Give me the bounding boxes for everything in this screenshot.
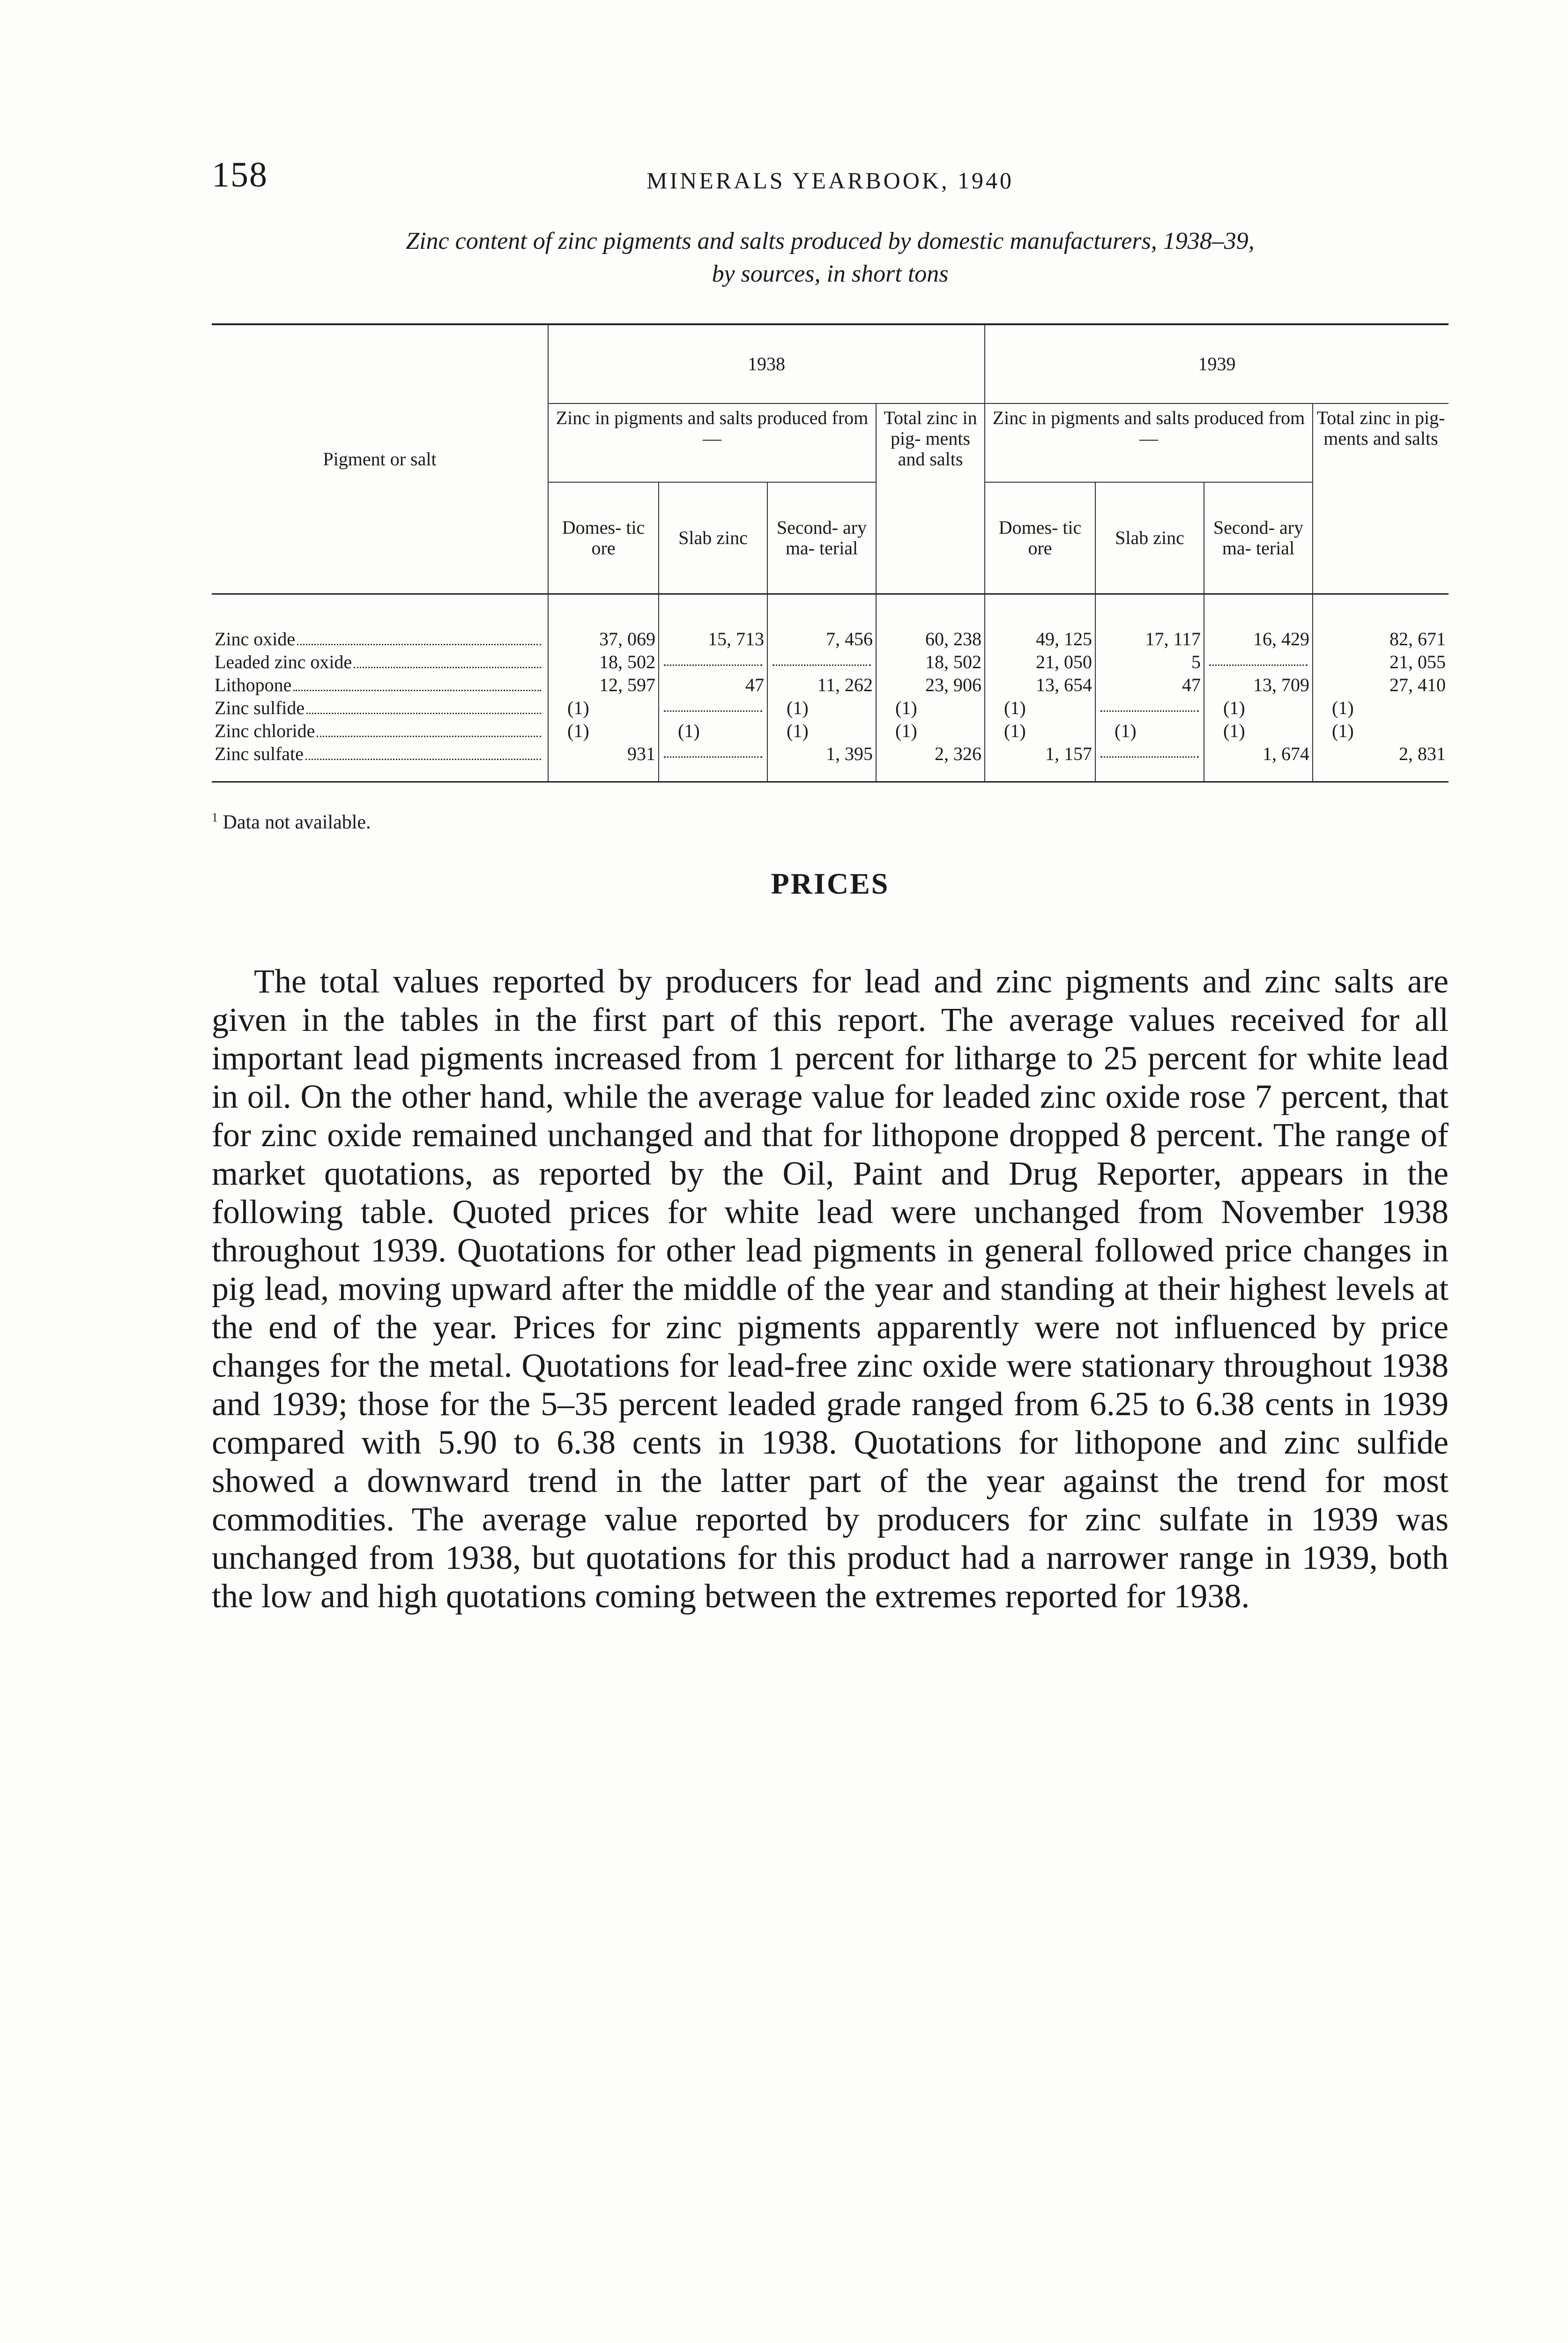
table-cell-not-available: (1) <box>1313 719 1449 742</box>
leader-dots <box>305 759 541 760</box>
table-cell-empty <box>659 650 767 673</box>
table-cell-not-available: (1) <box>985 719 1095 742</box>
table-row <box>212 696 1449 719</box>
page <box>212 155 1449 1649</box>
table-cell: 5 <box>1095 650 1204 673</box>
table-body <box>212 594 1449 782</box>
table-cell: 1, 674 <box>1204 742 1313 782</box>
row-label <box>212 594 548 651</box>
table-cell: 37, 069 <box>548 594 659 651</box>
total-header-1939: Total zinc in pig- ments and salts <box>1313 403 1449 594</box>
table-cell: 27, 410 <box>1313 673 1449 696</box>
table-cell: 2, 831 <box>1313 742 1449 782</box>
table-cell: 18, 502 <box>876 650 985 673</box>
table-cell-not-available: (1) <box>1204 696 1313 719</box>
table-cell: 13, 654 <box>985 673 1095 696</box>
table-cell: 23, 906 <box>876 673 985 696</box>
footnote-text: Data not available. <box>223 812 371 833</box>
table-cell: 17, 117 <box>1095 594 1204 651</box>
row-label-text: Zinc sulfate <box>215 743 304 764</box>
table-row <box>212 650 1449 673</box>
table-row <box>212 673 1449 696</box>
row-label-text: Zinc chloride <box>215 720 315 741</box>
table-cell: 15, 713 <box>659 594 767 651</box>
table-cell-empty <box>767 650 876 673</box>
table-cell-not-available: (1) <box>1313 696 1449 719</box>
row-label <box>212 719 548 742</box>
table-cell-empty <box>659 742 767 782</box>
table-cell-not-available: (1) <box>548 719 659 742</box>
table-cell: 2, 326 <box>876 742 985 782</box>
table-row <box>212 719 1449 742</box>
table-cell-not-available: (1) <box>548 696 659 719</box>
leader-dots <box>306 713 541 714</box>
table-caption <box>212 225 1449 291</box>
row-label-text: Zinc oxide <box>215 628 296 649</box>
subheader-secondary-material-1939: Second- ary ma- terial <box>1204 482 1313 594</box>
subheader-slab-zinc-1938: Slab zinc <box>659 482 767 594</box>
year-header-1939: 1939 <box>985 324 1449 403</box>
table-cell-empty <box>1095 696 1204 719</box>
table-cell: 1, 395 <box>767 742 876 782</box>
group-header-1939: Zinc in pigments and salts produced from— <box>985 403 1313 482</box>
leader-dots <box>317 736 541 737</box>
footnote <box>212 811 1449 834</box>
table-cell: 11, 262 <box>767 673 876 696</box>
table-cell: 49, 125 <box>985 594 1095 651</box>
group-header-1938: Zinc in pigments and salts produced from— <box>548 403 876 482</box>
table-row <box>212 742 1449 782</box>
row-label <box>212 650 548 673</box>
row-label <box>212 696 548 719</box>
table-cell: 13, 709 <box>1204 673 1313 696</box>
total-header-1938: Total zinc in pig- ments and salts <box>876 403 985 594</box>
subheader-domestic-ore-1939: Domes- tic ore <box>985 482 1095 594</box>
running-title: MINERALS YEARBOOK, 1940 <box>647 167 1014 194</box>
zinc-content-table <box>212 323 1449 783</box>
table-caption-line-2: by sources, in short tons <box>712 261 949 287</box>
table-cell: 18, 502 <box>548 650 659 673</box>
subheader-slab-zinc-1939: Slab zinc <box>1095 482 1204 594</box>
row-label <box>212 673 548 696</box>
leader-dots <box>293 690 541 691</box>
table-cell: 16, 429 <box>1204 594 1313 651</box>
table-cell: 12, 597 <box>548 673 659 696</box>
running-head <box>212 155 1449 206</box>
section-heading: PRICES <box>771 867 890 900</box>
table-caption-line-1: Zinc content of zinc pigments and salts produced by domestic manufacturers, 1938–39, <box>406 228 1255 254</box>
table-cell-not-available: (1) <box>1095 719 1204 742</box>
table-cell-not-available: (1) <box>767 719 876 742</box>
prices-paragraph: The total values reported by producers for lead and zinc pigments and zinc salts are given in the tables in the first part of this report. The average values received for all important lead pigments increased from 1 percent for litharge to 25 percent for white lead in oil. On the other hand, while the average value for leaded zinc oxide rose 7 percent, that for zinc oxide remained unchanged and that for lithopone dropped 8 percent. The range of market quotations, as reported by the Oil, Paint and Drug Reporter, appears in the following table. Quoted prices for white lead were unchanged from November 1938 throughout 1939. Quotations for other lead pigments in general followed price changes in pig lead, moving upward after the middle of the year and standing at their highest levels at the end of the year. Prices for zinc pigments apparently were not influenced by price changes for the metal. Quotations for lead-free zinc oxide were stationary throughout 1938 and 1939; those for the 5–35 percent leaded grade ranged from 6.25 to 6.38 cents in 1939 compared with 5.90 to 6.38 cents in 1938. Quotations for lithopone and zinc sulfide showed a downward trend in the latter part of the year against the trend for most commodities. The average value reported by producers for zinc sulfate in 1939 was unchanged from 1938, but quotations for this product had a narrower range in 1939, both the low and high quotations coming between the extremes reported for 1938. <box>212 963 1449 1615</box>
footnote-marker: 1 <box>212 811 218 824</box>
table-cell: 21, 055 <box>1313 650 1449 673</box>
table-cell: 7, 456 <box>767 594 876 651</box>
row-label-text: Lithopone <box>215 674 292 695</box>
row-label <box>212 742 548 782</box>
page-number: 158 <box>212 155 268 194</box>
table-cell-not-available: (1) <box>1204 719 1313 742</box>
subheader-domestic-ore-1938: Domes- tic ore <box>548 482 659 594</box>
table-cell-not-available: (1) <box>876 719 985 742</box>
table-row <box>212 594 1449 651</box>
subheader-secondary-material-1938: Second- ary ma- terial <box>767 482 876 594</box>
table-cell-not-available: (1) <box>985 696 1095 719</box>
table-cell: 1, 157 <box>985 742 1095 782</box>
table-cell: 82, 671 <box>1313 594 1449 651</box>
row-label-text: Zinc sulfide <box>215 697 305 718</box>
stub-header: Pigment or salt <box>323 448 437 470</box>
table-cell-not-available: (1) <box>767 696 876 719</box>
leader-dots <box>354 667 541 668</box>
table-cell-not-available: (1) <box>876 696 985 719</box>
table-cell: 47 <box>1095 673 1204 696</box>
table-cell-empty <box>1095 742 1204 782</box>
table-cell-empty <box>659 696 767 719</box>
table-cell: 931 <box>548 742 659 782</box>
row-label-text: Leaded zinc oxide <box>215 651 352 672</box>
table-cell: 21, 050 <box>985 650 1095 673</box>
table-cell-not-available: (1) <box>659 719 767 742</box>
leader-dots <box>297 644 541 645</box>
table-cell: 60, 238 <box>876 594 985 651</box>
year-header-1938: 1938 <box>548 324 985 403</box>
table-cell-empty <box>1204 650 1313 673</box>
table-cell: 47 <box>659 673 767 696</box>
